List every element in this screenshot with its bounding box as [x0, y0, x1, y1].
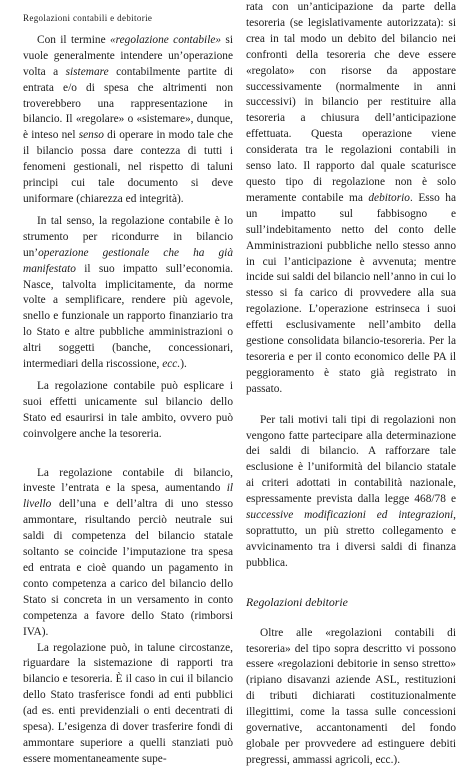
paragraph-regolazioni-debitorie: Oltre alle «regolazioni contabili di tesoreria» del tipo sopra descritto vi possono essere «regolazioni debitorie in senso stretto» (ripiano disavanzi aziende ASL, restituzioni di tributi dichiarati costituzionalmente illegittimi, come la tassa sulle concessioni governative, accantonamenti del fondo globale per provvedere ad estinguere debiti pregressi, ammassi agricoli, ecc.). [246, 626, 456, 766]
running-header: Regolazioni contabili e debitorie [23, 13, 153, 23]
paragraph-effetti: La regolazione contabile può esplicare i suoi effetti unicamente sul bilancio dello Stato ed esaurirsi in tale ambito, ovvero può coinvolgere anche la tesoreria. [23, 379, 233, 440]
right-column [246, 0, 456, 769]
paragraph-regolazione-definition: Con il termine «regolazione contabile» si vuole generalmente intendere un’operazione volta a sistemare contabilmente partite di entrata e/o di spesa che altrimenti non troverebbero una rappresentazione in bilancio. Il «regolare» o «sistemare», dunque, è inteso nel senso di operare in modo tale che il bilancio possa dare contezza di tutti i fenomeni gestionali, nel rispetto di taluni principi cui tale documento si deve uniformare (chiarezza ed integrità). [23, 33, 233, 205]
paragraph-bilancio-tesoreria: La regolazione può, in talune circostanze, riguardare la sistemazione di rapporti tra bilancio e tesoreria. È il caso in cui il bilancio dello Stato trasferisce fondi ad enti pubblici (ad es. enti previdenziali o enti decentrati di spesa). L’esigenza di dover trasferire fondi di ammontare superiore a quelli stanziati può essere momentaneamente supe- [23, 641, 233, 765]
left-column [23, 0, 233, 768]
paragraph-regolazione-bilancio: La regolazione contabile di bilancio, investe l’entrata e la spesa, aumentando il livello dell’una e dell’altra di uno stesso ammontare, risultando perciò neutrale sui saldi di competenza del bilancio statale soltanto se coincide l’imputazione tra spesa ed entrata e cioè quando un pagamento in conto competenza a carico del bilancio dello Stato si concreta in un versamento in conto competenza a favore dello Stato (rimborsi IVA). [23, 466, 233, 638]
paragraph-strumento: In tal senso, la regolazione contabile è lo strumento per ricondurre in bilancio un’operazione gestionale che ha già manifestato il suo impatto sull’economia. Nasce, talvolta implicitamente, da norme volte a semplificare, rendere più agevole, snello e funzionale un rapporto finanziario tra lo Stato e altre pubbliche amministrazioni o altri soggetti (banche, concessionari, intermediari della riscossione, ecc.). [23, 214, 233, 371]
section-subtitle: Regolazioni debitorie [246, 594, 348, 609]
paragraph-esclusione-saldi: Per tali motivi tali tipi di regolazioni non vengono fatte partecipare alla determinazione dei saldi di bilancio. A rafforzare tale esclusione è l’uniformità del bilancio statale ai criteri adottati in contabilità nazionale, espressamente prevista dalla legge 468/78 e successive modificazioni ed integrazioni, soprattutto, un più stretto collegamento e avvicinamento tra i diversi saldi di finanza pubblica. [246, 413, 456, 569]
paragraph-anticipazione: rata con un’anticipazione da parte della tesoreria (se legislativamente autorizzata): si crea in tal modo un debito del bilancio nei confronti della tesoreria che deve essere «regolato» con risorse da appostare successivamente (normalmente in anni successivi) in bilancio per restituire alla tesoreria a chiusura dell’anticipazione effettuata. Questa operazione viene considerata tra le regolazioni contabili in senso lato. Il rapporto dal quale scaturisce questo tipo di regolazione non è solo meramente contabile ma debitorio. Esso ha un impatto sul fabbisogno e sull’indebitamento netto del conto delle Amministrazioni pubbliche nello stesso anno in cui l’anticipazione è avvenuta; mentre incide sui saldi del bilancio nell’anno in cui lo stesso si fa carico di provvedere alla sua regolazione. L’operazione estrinseca i suoi effetti esclusivamente nell’ambito della gestione consolidata bilancio-tesoreria. Per la tesoreria e per il conto economico delle PA il peggioramento è stato già registrato in passato. [246, 1, 456, 395]
